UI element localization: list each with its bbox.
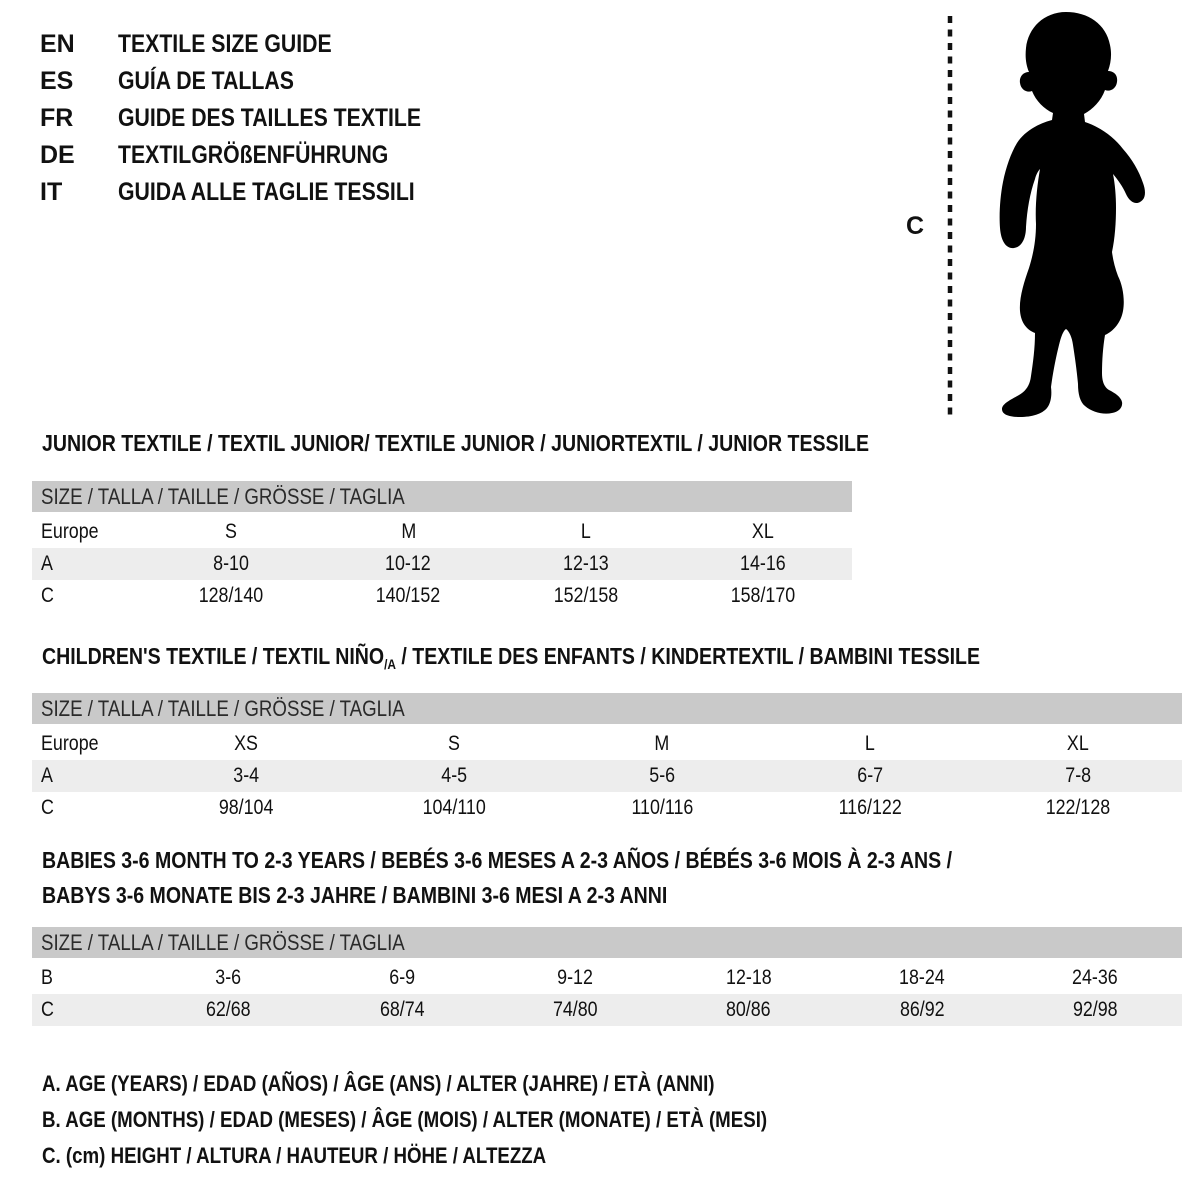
age-value: 3-6	[215, 966, 242, 989]
size-value: S	[224, 520, 237, 543]
table-row-height	[32, 792, 1182, 824]
nino-a-subscript: /A	[384, 656, 396, 672]
row-label: A	[41, 552, 53, 575]
language-row-it	[40, 174, 475, 211]
height-value: 86/92	[899, 998, 945, 1021]
age-value: 6-7	[857, 764, 883, 787]
row-label: C	[41, 796, 54, 819]
age-value: 8-10	[212, 552, 249, 575]
legend-age-months: B. AGE (MONTHS) / EDAD (MESES) / ÂGE (MOIS) / ALTER (MONATE) / ETÀ (MESI)	[42, 1107, 768, 1132]
age-value: 14-16	[740, 552, 787, 575]
table-row-europe	[32, 516, 852, 548]
row-label: Europe	[41, 520, 99, 543]
guide-title-de: TEXTILGRÖßENFÜHRUNG	[118, 141, 389, 169]
language-code: EN	[40, 30, 75, 58]
age-value: 9-12	[557, 966, 594, 989]
height-value: 62/68	[206, 998, 251, 1021]
height-value: 128/140	[198, 584, 264, 607]
height-value: 98/104	[218, 796, 274, 819]
legend-height-cm: C. (cm) HEIGHT / ALTURA / HAUTEUR / HÖHE / ALTEZZA	[42, 1143, 547, 1168]
age-value: 24-36	[1072, 966, 1119, 989]
size-value: L	[865, 732, 875, 755]
row-label: Europe	[41, 732, 99, 755]
height-value: 104/110	[422, 796, 486, 819]
language-code: IT	[40, 178, 63, 206]
height-value: 68/74	[379, 998, 425, 1021]
height-value: 140/152	[375, 584, 441, 607]
row-label: B	[41, 966, 53, 989]
height-value: 122/128	[1045, 796, 1111, 819]
table-row-age	[32, 548, 852, 580]
table-row-height	[32, 580, 852, 612]
children-section-title: CHILDREN'S TEXTILE / TEXTIL $NIÑO_{/A}$ / TEXTILE DES ENFANTS / KINDERTEXTIL / BAMBINI TESSILE	[42, 643, 981, 672]
language-row-de	[40, 137, 475, 174]
size-value: XL	[1067, 732, 1089, 755]
size-value: L	[580, 520, 591, 543]
children-textile-section	[32, 642, 1182, 824]
baby-figure	[898, 8, 1192, 424]
height-value: 74/80	[552, 998, 598, 1021]
size-value: S	[448, 732, 460, 755]
age-value: 4-5	[441, 764, 467, 787]
age-value: 12-13	[562, 552, 609, 575]
language-code: FR	[40, 104, 74, 132]
age-value: 12-18	[725, 966, 772, 989]
babies-section-title: BABIES 3-6 MONTH TO 2-3 YEARS / BEBÉS 3-6 MESES A 2-3 AÑOS / BÉBÉS 3-6 MOIS À 2-3 ANS / BABYS 3-6 MONATE BIS 2-3 JAHRE / BAMBINI 3-6 MESI A 2-3 ANNI	[42, 847, 953, 908]
size-value: M	[654, 732, 670, 755]
row-label: C	[41, 998, 54, 1021]
babies-textile-section	[32, 843, 1182, 1026]
baby-silhouette	[1000, 12, 1145, 417]
size-value: XL	[752, 520, 775, 543]
age-value: 5-6	[649, 764, 675, 787]
junior-size-header-bar: SIZE / TALLA / TAILLE / GRÖSSE / TAGLIA	[32, 481, 852, 512]
table-row-age-months	[32, 962, 1182, 994]
size-value: M	[400, 520, 416, 543]
height-value: 80/86	[726, 998, 771, 1021]
language-code: DE	[40, 141, 75, 169]
guide-title-fr: GUIDE DES TAILLES TEXTILE	[118, 104, 422, 132]
babies-size-header-bar: SIZE / TALLA / TAILLE / GRÖSSE / TAGLIA	[32, 927, 1182, 958]
height-measure-label: C	[906, 212, 925, 240]
guide-title-es: GUÍA DE TALLAS	[118, 67, 294, 95]
language-row-fr	[40, 100, 475, 137]
children-size-header-bar: SIZE / TALLA / TAILLE / GRÖSSE / TAGLIA	[32, 693, 1182, 724]
legend-age-years: A. AGE (YEARS) / EDAD (AÑOS) / ÂGE (ANS) / ALTER (JAHRE) / ETÀ (ANNI)	[42, 1071, 715, 1096]
age-value: 3-4	[233, 764, 259, 787]
guide-title-it: GUIDA ALLE TAGLIE TESSILI	[118, 178, 415, 206]
age-value: 18-24	[899, 966, 945, 989]
height-value: 110/116	[631, 796, 693, 819]
baby-silhouette-graphic	[898, 8, 1192, 424]
language-row-es	[40, 63, 475, 100]
junior-textile-section	[32, 429, 870, 612]
size-value: XS	[234, 732, 258, 755]
legend	[42, 1066, 895, 1174]
age-value: 10-12	[385, 552, 432, 575]
age-value: 6-9	[389, 966, 415, 989]
language-row-en	[40, 26, 475, 63]
table-row-age	[32, 760, 1182, 792]
junior-section-title: JUNIOR TEXTILE / TEXTIL JUNIOR/ TEXTILE JUNIOR / JUNIORTEXTIL / JUNIOR TESSILE	[42, 430, 870, 456]
age-value: 7-8	[1065, 764, 1091, 787]
guide-title-en: TEXTILE SIZE GUIDE	[118, 30, 332, 58]
height-value: 152/158	[553, 584, 619, 607]
row-label: A	[41, 764, 53, 787]
language-code: ES	[40, 67, 74, 95]
table-row-europe	[32, 728, 1182, 760]
height-value: 158/170	[730, 584, 796, 607]
height-value: 92/98	[1072, 998, 1118, 1021]
row-label: C	[41, 584, 54, 607]
language-title-list	[40, 26, 475, 211]
table-row-height	[32, 994, 1182, 1026]
height-value: 116/122	[838, 796, 902, 819]
